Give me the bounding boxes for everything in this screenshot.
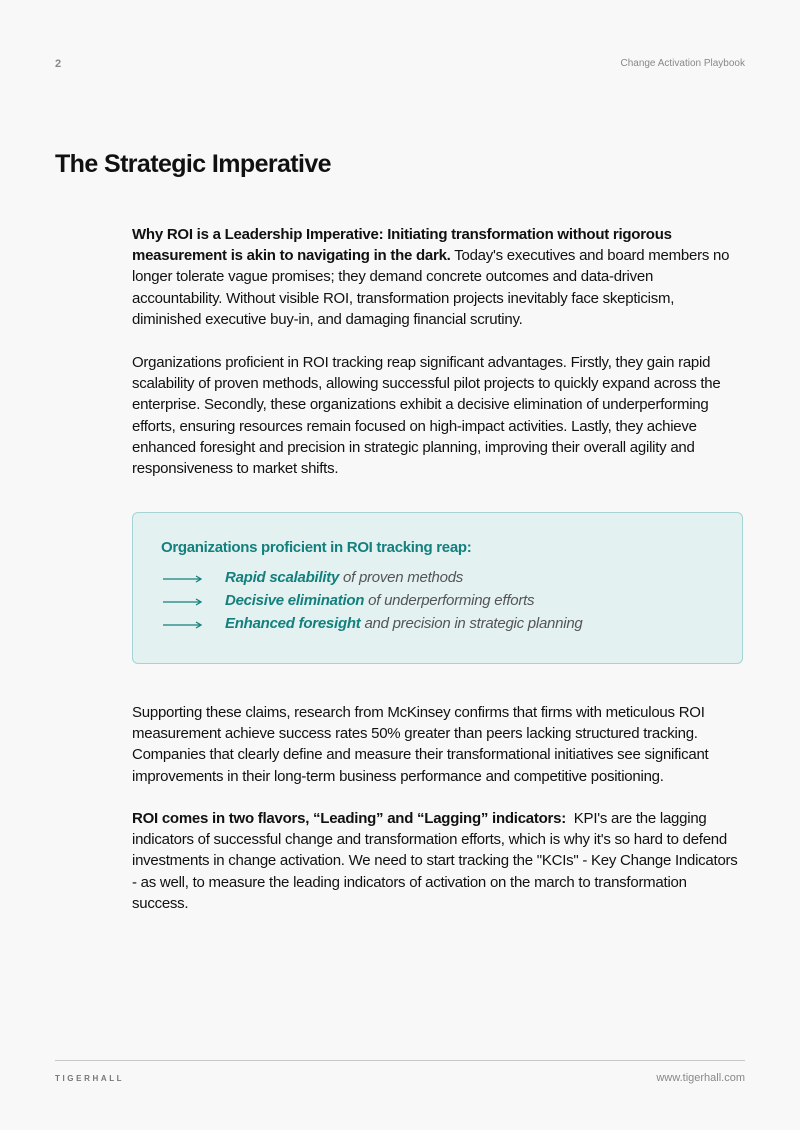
paragraph-lead-in: Why ROI is a Leadership Imperative: Initiating transformation without rigorous measurement is akin to navigating in the dark. xyxy=(132,226,672,265)
arrow-right-icon xyxy=(163,620,203,630)
callout-item-rest: of proven methods xyxy=(339,569,464,586)
callout-item-highlight: Enhanced foresight xyxy=(225,615,361,632)
website-link[interactable]: www.tigerhall.com xyxy=(656,1072,745,1084)
paragraph-text: Organizations proficient in ROI tracking reap significant advantages. Firstly, they gain rapid scalability of proven methods, allowing successful pilot projects to quickly expand across the enterprise. Secondly, these organizations exhibit a decisive elimination of underperforming efforts, ensuring resources remain focused on high-impact activities. Lastly, they achieve enhanced foresight and precision in strategic planning, improving their overall agility and responsiveness to market shifts. xyxy=(132,354,721,478)
page-number: 2 xyxy=(55,58,62,70)
callout-item-highlight: Decisive elimination xyxy=(225,592,365,609)
callout-item-text xyxy=(225,569,463,586)
paragraph-lead-in: ROI comes in two flavors, “Leading” and “Lagging” indicators: xyxy=(132,810,566,827)
paragraph-text: Today's executives and board members no longer tolerate vague promises; they demand concrete outcomes and data-driven accountability. Without visible ROI, transformation projects inevitably face skepticism, diminished executive buy-in, and damaging financial scrutiny. xyxy=(132,247,730,328)
callout-item-text xyxy=(225,592,534,609)
callout-item-rest: of underperforming efforts xyxy=(364,592,535,609)
brand-logo: TIGERHALL xyxy=(55,1074,125,1083)
paragraph-leading-lagging xyxy=(132,808,744,914)
footer-divider xyxy=(55,1060,745,1061)
callout-item-highlight: Rapid scalability xyxy=(225,569,340,586)
callout-item xyxy=(161,569,721,589)
paragraph-leadership-imperative xyxy=(132,224,744,330)
callout-box xyxy=(132,512,743,664)
paragraph-text: Supporting these claims, research from McKinsey confirms that firms with meticulous ROI measurement achieve success rates 50% greater than peers lacking structured tracking. Companies that clearly define and measure their transformational initiatives see significant improvements in their long-term business performance and competitive positioning. xyxy=(132,704,709,785)
document-title: Change Activation Playbook xyxy=(620,58,745,69)
arrow-right-icon xyxy=(163,597,203,607)
paragraph-advantages xyxy=(132,352,744,479)
paragraph-text: KPI's are the lagging indicators of successful change and transformation efforts, which is why it's so hard to defend investments in change activation. We need to start tracking the "KCIs" - Key Change Indicators - as well, to measure the leading indicators of activation on the march to transformation success. xyxy=(132,810,738,912)
callout-item-text xyxy=(225,615,583,632)
paragraph-mckinsey-research xyxy=(132,702,744,787)
callout-item xyxy=(161,592,721,612)
callout-item xyxy=(161,615,721,635)
section-heading: The Strategic Imperative xyxy=(55,150,331,178)
callout-item-rest: and precision in strategic planning xyxy=(360,615,583,632)
arrow-right-icon xyxy=(163,574,203,584)
callout-title: Organizations proficient in ROI tracking reap: xyxy=(161,539,472,556)
